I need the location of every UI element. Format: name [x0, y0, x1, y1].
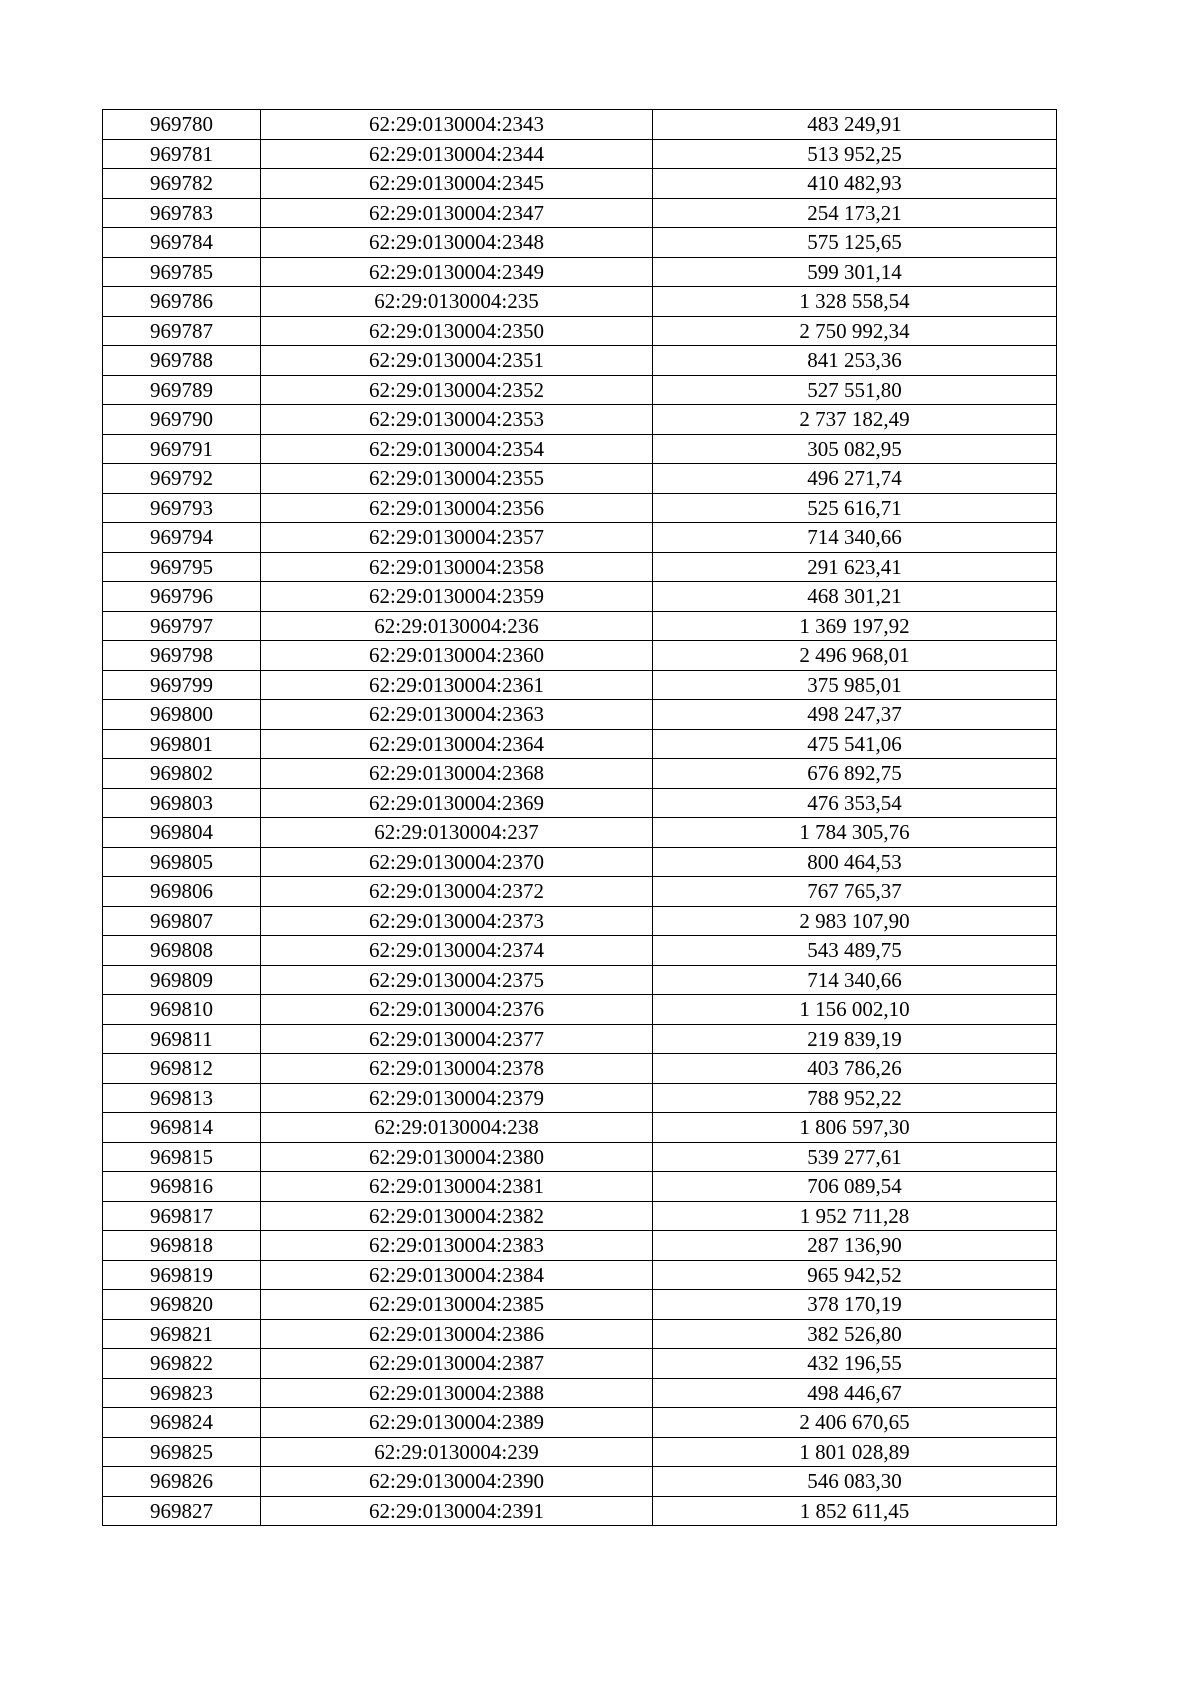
cadastral-value-cell: 714 340,66 — [653, 965, 1057, 995]
row-number-cell: 969788 — [103, 346, 261, 376]
row-number-cell: 969822 — [103, 1349, 261, 1379]
row-number-cell: 969824 — [103, 1408, 261, 1438]
table-row — [103, 1231, 1057, 1261]
cadastral-value-cell: 1 801 028,89 — [653, 1437, 1057, 1467]
cadastral-number-cell: 62:29:0130004:2354 — [261, 434, 653, 464]
cadastral-value-cell: 841 253,36 — [653, 346, 1057, 376]
row-number-cell: 969798 — [103, 641, 261, 671]
cadastral-number-cell: 62:29:0130004:2348 — [261, 228, 653, 258]
cadastral-value-cell: 676 892,75 — [653, 759, 1057, 789]
table-row — [103, 1319, 1057, 1349]
table-row — [103, 139, 1057, 169]
row-number-cell: 969786 — [103, 287, 261, 317]
row-number-cell: 969816 — [103, 1172, 261, 1202]
cadastral-value-cell: 498 446,67 — [653, 1378, 1057, 1408]
row-number-cell: 969818 — [103, 1231, 261, 1261]
table-row — [103, 788, 1057, 818]
table-row — [103, 1437, 1057, 1467]
row-number-cell: 969791 — [103, 434, 261, 464]
row-number-cell: 969783 — [103, 198, 261, 228]
table-row — [103, 936, 1057, 966]
table-row — [103, 847, 1057, 877]
table-row — [103, 1378, 1057, 1408]
table-row — [103, 1024, 1057, 1054]
cadastral-value-cell: 546 083,30 — [653, 1467, 1057, 1497]
table-body — [103, 110, 1057, 1526]
cadastral-value-cell: 254 173,21 — [653, 198, 1057, 228]
cadastral-value-cell: 305 082,95 — [653, 434, 1057, 464]
cadastral-value-cell: 1 952 711,28 — [653, 1201, 1057, 1231]
cadastral-number-cell: 62:29:0130004:2363 — [261, 700, 653, 730]
table-row — [103, 228, 1057, 258]
table-row — [103, 1083, 1057, 1113]
table-row — [103, 818, 1057, 848]
table-row — [103, 1172, 1057, 1202]
cadastral-number-cell: 62:29:0130004:2368 — [261, 759, 653, 789]
cadastral-value-cell: 468 301,21 — [653, 582, 1057, 612]
row-number-cell: 969806 — [103, 877, 261, 907]
cadastral-value-cell: 527 551,80 — [653, 375, 1057, 405]
row-number-cell: 969799 — [103, 670, 261, 700]
cadastral-number-cell: 62:29:0130004:2379 — [261, 1083, 653, 1113]
cadastral-number-cell: 62:29:0130004:2390 — [261, 1467, 653, 1497]
cadastral-number-cell: 62:29:0130004:2344 — [261, 139, 653, 169]
cadastral-number-cell: 62:29:0130004:2385 — [261, 1290, 653, 1320]
row-number-cell: 969825 — [103, 1437, 261, 1467]
cadastral-value-cell: 287 136,90 — [653, 1231, 1057, 1261]
cadastral-number-cell: 62:29:0130004:2360 — [261, 641, 653, 671]
cadastral-value-cell: 1 328 558,54 — [653, 287, 1057, 317]
table-row — [103, 759, 1057, 789]
cadastral-value-cell: 965 942,52 — [653, 1260, 1057, 1290]
row-number-cell: 969819 — [103, 1260, 261, 1290]
table-row — [103, 1201, 1057, 1231]
table-row — [103, 877, 1057, 907]
cadastral-number-cell: 62:29:0130004:2356 — [261, 493, 653, 523]
cadastral-number-cell: 62:29:0130004:2382 — [261, 1201, 653, 1231]
cadastral-value-cell: 539 277,61 — [653, 1142, 1057, 1172]
table-row — [103, 670, 1057, 700]
row-number-cell: 969782 — [103, 169, 261, 199]
table-row — [103, 405, 1057, 435]
cadastral-number-cell: 62:29:0130004:2375 — [261, 965, 653, 995]
cadastral-value-cell: 706 089,54 — [653, 1172, 1057, 1202]
cadastral-value-cell: 483 249,91 — [653, 110, 1057, 140]
cadastral-number-cell: 62:29:0130004:2347 — [261, 198, 653, 228]
cadastral-value-cell: 543 489,75 — [653, 936, 1057, 966]
row-number-cell: 969789 — [103, 375, 261, 405]
cadastral-value-cell: 291 623,41 — [653, 552, 1057, 582]
table-row — [103, 906, 1057, 936]
cadastral-number-cell: 62:29:0130004:235 — [261, 287, 653, 317]
table-row — [103, 198, 1057, 228]
cadastral-number-cell: 62:29:0130004:2353 — [261, 405, 653, 435]
row-number-cell: 969805 — [103, 847, 261, 877]
row-number-cell: 969785 — [103, 257, 261, 287]
table-row — [103, 1349, 1057, 1379]
row-number-cell: 969815 — [103, 1142, 261, 1172]
cadastral-value-cell: 496 271,74 — [653, 464, 1057, 494]
table-row — [103, 1142, 1057, 1172]
table-row — [103, 375, 1057, 405]
row-number-cell: 969826 — [103, 1467, 261, 1497]
cadastral-value-cell: 525 616,71 — [653, 493, 1057, 523]
row-number-cell: 969801 — [103, 729, 261, 759]
cadastral-number-cell: 62:29:0130004:2381 — [261, 1172, 653, 1202]
cadastral-number-cell: 62:29:0130004:2374 — [261, 936, 653, 966]
row-number-cell: 969800 — [103, 700, 261, 730]
row-number-cell: 969820 — [103, 1290, 261, 1320]
table-row — [103, 169, 1057, 199]
cadastral-number-cell: 62:29:0130004:2377 — [261, 1024, 653, 1054]
cadastral-number-cell: 62:29:0130004:2345 — [261, 169, 653, 199]
table-row — [103, 493, 1057, 523]
cadastral-number-cell: 62:29:0130004:2357 — [261, 523, 653, 553]
cadastral-number-cell: 62:29:0130004:237 — [261, 818, 653, 848]
row-number-cell: 969827 — [103, 1496, 261, 1526]
row-number-cell: 969787 — [103, 316, 261, 346]
table-row — [103, 1290, 1057, 1320]
row-number-cell: 969821 — [103, 1319, 261, 1349]
cadastral-number-cell: 62:29:0130004:2370 — [261, 847, 653, 877]
row-number-cell: 969780 — [103, 110, 261, 140]
cadastral-value-cell: 410 482,93 — [653, 169, 1057, 199]
cadastral-number-cell: 62:29:0130004:2384 — [261, 1260, 653, 1290]
row-number-cell: 969808 — [103, 936, 261, 966]
table-row — [103, 1467, 1057, 1497]
cadastral-value-cell: 1 852 611,45 — [653, 1496, 1057, 1526]
cadastral-value-cell: 800 464,53 — [653, 847, 1057, 877]
cadastral-number-cell: 62:29:0130004:2376 — [261, 995, 653, 1025]
cadastral-number-cell: 62:29:0130004:2350 — [261, 316, 653, 346]
cadastral-number-cell: 62:29:0130004:2372 — [261, 877, 653, 907]
cadastral-number-cell: 62:29:0130004:2355 — [261, 464, 653, 494]
row-number-cell: 969811 — [103, 1024, 261, 1054]
row-number-cell: 969793 — [103, 493, 261, 523]
row-number-cell: 969794 — [103, 523, 261, 553]
cadastral-value-cell: 375 985,01 — [653, 670, 1057, 700]
cadastral-number-cell: 62:29:0130004:2359 — [261, 582, 653, 612]
cadastral-number-cell: 62:29:0130004:2383 — [261, 1231, 653, 1261]
row-number-cell: 969790 — [103, 405, 261, 435]
row-number-cell: 969814 — [103, 1113, 261, 1143]
row-number-cell: 969796 — [103, 582, 261, 612]
cadastral-number-cell: 62:29:0130004:2380 — [261, 1142, 653, 1172]
cadastral-value-cell: 498 247,37 — [653, 700, 1057, 730]
table-row — [103, 1260, 1057, 1290]
cadastral-number-cell: 62:29:0130004:2349 — [261, 257, 653, 287]
cadastral-value-cell: 1 784 305,76 — [653, 818, 1057, 848]
cadastral-number-cell: 62:29:0130004:239 — [261, 1437, 653, 1467]
table-row — [103, 464, 1057, 494]
cadastral-number-cell: 62:29:0130004:2343 — [261, 110, 653, 140]
table-row — [103, 523, 1057, 553]
cadastral-value-cell: 475 541,06 — [653, 729, 1057, 759]
table-row — [103, 1408, 1057, 1438]
table-row — [103, 257, 1057, 287]
cadastral-value-cell: 2 750 992,34 — [653, 316, 1057, 346]
cadastral-value-cell: 767 765,37 — [653, 877, 1057, 907]
cadastral-value-cell: 403 786,26 — [653, 1054, 1057, 1084]
row-number-cell: 969817 — [103, 1201, 261, 1231]
table-row — [103, 1496, 1057, 1526]
cadastral-value-cell: 2 737 182,49 — [653, 405, 1057, 435]
cadastral-value-cell: 575 125,65 — [653, 228, 1057, 258]
cadastral-number-cell: 62:29:0130004:2388 — [261, 1378, 653, 1408]
row-number-cell: 969813 — [103, 1083, 261, 1113]
cadastral-number-cell: 62:29:0130004:2361 — [261, 670, 653, 700]
cadastral-value-cell: 219 839,19 — [653, 1024, 1057, 1054]
cadastral-value-cell: 382 526,80 — [653, 1319, 1057, 1349]
table-row — [103, 110, 1057, 140]
cadastral-number-cell: 62:29:0130004:2386 — [261, 1319, 653, 1349]
table-row — [103, 1054, 1057, 1084]
table-row — [103, 1113, 1057, 1143]
cadastral-number-cell: 62:29:0130004:2373 — [261, 906, 653, 936]
row-number-cell: 969812 — [103, 1054, 261, 1084]
table-row — [103, 346, 1057, 376]
table-row — [103, 434, 1057, 464]
table-row — [103, 287, 1057, 317]
cadastral-value-table — [102, 109, 1057, 1526]
cadastral-number-cell: 62:29:0130004:2351 — [261, 346, 653, 376]
row-number-cell: 969804 — [103, 818, 261, 848]
cadastral-number-cell: 62:29:0130004:238 — [261, 1113, 653, 1143]
cadastral-value-cell: 2 406 670,65 — [653, 1408, 1057, 1438]
row-number-cell: 969810 — [103, 995, 261, 1025]
row-number-cell: 969809 — [103, 965, 261, 995]
table-row — [103, 965, 1057, 995]
row-number-cell: 969795 — [103, 552, 261, 582]
table-row — [103, 611, 1057, 641]
table-row — [103, 316, 1057, 346]
row-number-cell: 969792 — [103, 464, 261, 494]
cadastral-value-cell: 599 301,14 — [653, 257, 1057, 287]
cadastral-value-cell: 1 156 002,10 — [653, 995, 1057, 1025]
table-row — [103, 700, 1057, 730]
cadastral-number-cell: 62:29:0130004:236 — [261, 611, 653, 641]
cadastral-number-cell: 62:29:0130004:2364 — [261, 729, 653, 759]
table-row — [103, 995, 1057, 1025]
row-number-cell: 969823 — [103, 1378, 261, 1408]
cadastral-number-cell: 62:29:0130004:2391 — [261, 1496, 653, 1526]
cadastral-value-cell: 2 496 968,01 — [653, 641, 1057, 671]
cadastral-value-cell: 714 340,66 — [653, 523, 1057, 553]
cadastral-value-cell: 1 369 197,92 — [653, 611, 1057, 641]
row-number-cell: 969807 — [103, 906, 261, 936]
cadastral-number-cell: 62:29:0130004:2352 — [261, 375, 653, 405]
cadastral-value-cell: 1 806 597,30 — [653, 1113, 1057, 1143]
cadastral-value-cell: 476 353,54 — [653, 788, 1057, 818]
row-number-cell: 969803 — [103, 788, 261, 818]
row-number-cell: 969802 — [103, 759, 261, 789]
cadastral-value-cell: 432 196,55 — [653, 1349, 1057, 1379]
row-number-cell: 969781 — [103, 139, 261, 169]
table-row — [103, 641, 1057, 671]
table-row — [103, 552, 1057, 582]
cadastral-number-cell: 62:29:0130004:2358 — [261, 552, 653, 582]
table-row — [103, 729, 1057, 759]
row-number-cell: 969797 — [103, 611, 261, 641]
cadastral-value-cell: 378 170,19 — [653, 1290, 1057, 1320]
table-row — [103, 582, 1057, 612]
cadastral-number-cell: 62:29:0130004:2389 — [261, 1408, 653, 1438]
cadastral-value-cell: 513 952,25 — [653, 139, 1057, 169]
cadastral-number-cell: 62:29:0130004:2387 — [261, 1349, 653, 1379]
cadastral-number-cell: 62:29:0130004:2369 — [261, 788, 653, 818]
cadastral-value-cell: 2 983 107,90 — [653, 906, 1057, 936]
row-number-cell: 969784 — [103, 228, 261, 258]
cadastral-number-cell: 62:29:0130004:2378 — [261, 1054, 653, 1084]
cadastral-value-cell: 788 952,22 — [653, 1083, 1057, 1113]
